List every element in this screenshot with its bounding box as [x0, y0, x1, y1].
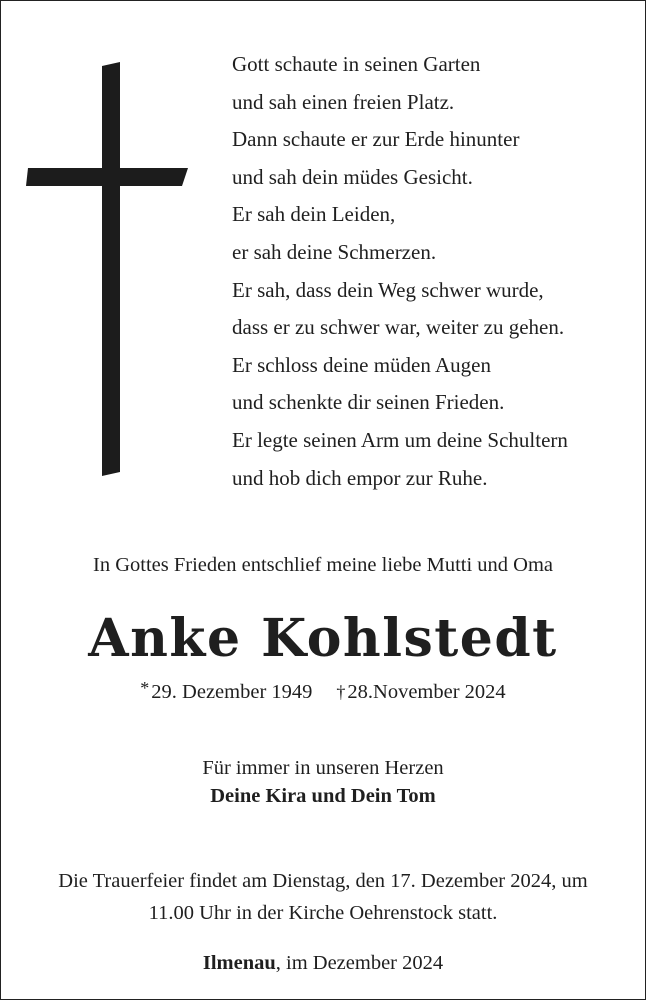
death-date: 28.November 2024: [347, 681, 506, 703]
poem-line: dass er zu schwer war, weiter zu gehen.: [232, 315, 565, 340]
poem-line: Dann schaute er zur Erde hinunter: [232, 127, 520, 152]
poem-line: und sah dein müdes Gesicht.: [232, 164, 473, 189]
poem-line: Er sah, dass dein Weg schwer wurde,: [232, 277, 544, 302]
poem-line: und schenkte dir seinen Frieden.: [232, 390, 505, 415]
place-date-text: , im Dezember 2024: [275, 952, 444, 974]
signatories: Deine Kira und Dein Tom: [210, 785, 436, 807]
place-date: [0, 952, 646, 975]
deceased-name: Anke Kohlstedt: [88, 608, 558, 669]
poem-line: er sah deine Schmerzen.: [232, 239, 437, 264]
death-symbol: †: [336, 682, 346, 702]
poem-line: Er schloss deine müden Augen: [232, 352, 491, 377]
cross-icon: [24, 60, 192, 476]
birth-symbol: *: [140, 678, 150, 698]
poem-line: Gott schaute in seinen Garten: [232, 52, 481, 76]
funeral-notice: [0, 865, 646, 929]
poem-line: und hob dich empor zur Ruhe.: [232, 465, 488, 490]
funeral-line-1: Die Trauerfeier findet am Dienstag, den 17. Dezember 2024, um: [58, 870, 588, 892]
poem: [232, 46, 568, 497]
intro-text: In Gottes Frieden entschlief meine liebe Mutti und Oma: [93, 554, 553, 576]
place-city: Ilmenau: [202, 952, 276, 974]
poem-line: und sah einen freien Platz.: [232, 89, 455, 114]
closing-line: Für immer in unseren Herzen: [202, 757, 444, 779]
funeral-line-2: 11.00 Uhr in der Kirche Oehrenstock statt.: [148, 902, 498, 924]
poem-line: Er legte seinen Arm um deine Schultern: [232, 427, 568, 452]
life-dates: [0, 678, 646, 704]
birth-date: 29. Dezember 1949: [151, 681, 313, 703]
poem-line: Er sah dein Leiden,: [232, 202, 396, 227]
